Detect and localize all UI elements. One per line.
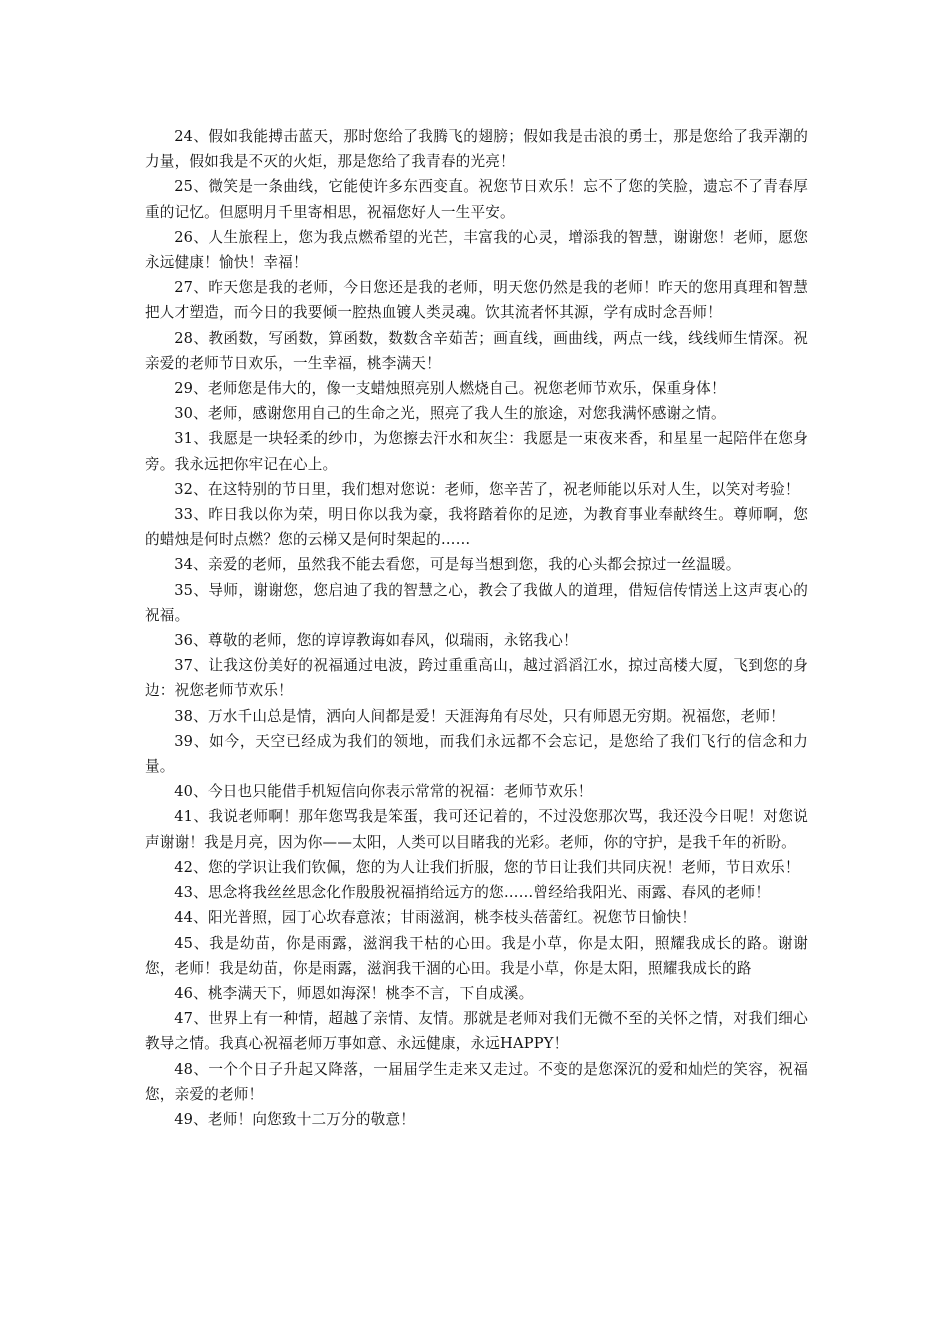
paragraph-38: 38、万水千山总是情，洒向人间都是爱！天涯海角有尽处，只有师恩无穷期。祝福您，老师！	[174, 707, 785, 725]
paragraph-49: 49、老师！向您致十二万分的敬意！	[174, 1110, 416, 1128]
paragraph-34: 34、亲爱的老师，虽然我不能去看您，可是每当想到您，我的心头都会掠过一丝温暖。	[174, 556, 741, 574]
paragraph-41: 41、我说老师啊！那年您骂我是笨蛋，我可还记着的，不过没您那次骂，我还没今日呢！对您说声谢谢！我是月亮，因为你——太阳，人类可以目睹我的光彩。老师，你的守护，是我千年的祈盼。	[145, 808, 808, 851]
paragraph-48: 48、一个个日子升起又降落，一届届学生走来又走过。不变的是您深沉的爱和灿烂的笑容，祝福您，亲爱的老师！	[145, 1060, 808, 1103]
paragraph-37: 37、让我这份美好的祝福通过电波，跨过重重高山，越过滔滔江水，掠过高楼大厦，飞到您的身边：祝您老师节欢乐！	[145, 657, 808, 700]
paragraph-32: 32、在这特别的节日里，我们想对您说：老师，您辛苦了，祝老师能以乐对人生，以笑对考验！	[174, 480, 800, 498]
paragraph-31: 31、我愿是一块轻柔的纱巾，为您擦去汗水和灰尘：我愿是一束夜来香，和星星一起陪伴在您身旁。我永远把你牢记在心上。	[145, 430, 808, 473]
paragraph-26: 26、人生旅程上，您为我点燃希望的光芒，丰富我的心灵，增添我的智慧，谢谢您！老师，愿您永远健康！愉快！幸福！	[145, 228, 808, 272]
paragraph-29: 29、老师您是伟大的，像一支蜡烛照亮别人燃烧自己。祝您老师节欢乐，保重身体！	[174, 380, 726, 398]
paragraph-47: 47、世界上有一种情，超越了亲情、友情。那就是老师对我们无微不至的关怀之情，对我们细心教导之情。我真心祝福老师万事如意、永远健康，永远HAPPY！	[145, 1010, 808, 1053]
paragraph-42: 42、您的学识让我们钦佩，您的为人让我们折服，您的节日让我们共同庆祝！老师，节日欢乐！	[174, 858, 800, 876]
paragraph-28: 28、教函数，写函数，算函数，数数含辛茹苦；画直线，画曲线，两点一线，线线师生情深。祝亲爱的老师节日欢乐，一生幸福，桃李满天！	[145, 329, 808, 372]
paragraph-39: 39、如今，天空已经成为我们的领地，而我们永远都不会忘记，是您给了我们飞行的信念和力量。	[145, 732, 808, 776]
paragraph-30: 30、老师，感谢您用自己的生命之光，照亮了我人生的旅途，对您我满怀感谢之情。	[174, 405, 726, 423]
paragraph-36: 36、尊敬的老师，您的谆谆教诲如春风，似瑞雨，永铭我心！	[174, 632, 578, 650]
paragraph-33: 33、昨日我以你为荣，明日你以我为豪，我将踏着你的足迹，为教育事业奉献终生。尊师啊，您的蜡烛是何时点燃？您的云梯又是何时架起的……	[145, 506, 808, 549]
paragraph-46: 46、桃李满天下，师恩如海深！桃李不言，下自成溪。	[174, 984, 534, 1002]
paragraph-44: 44、阳光普照，园丁心坎春意浓；甘雨滋润，桃李枝头蓓蕾红。祝您节日愉快！	[174, 909, 697, 927]
paragraph-27: 27、昨天您是我的老师，今日您还是我的老师，明天您仍然是我的老师！昨天的您用真理和智慧把人才塑造，而今日的我要倾一腔热血镀人类灵魂。饮其流者怀其源，学有成时念吾师！	[145, 279, 808, 322]
document-body	[145, 124, 808, 1132]
paragraph-45: 45、我是幼苗，你是雨露，滋润我干枯的心田。我是小草，你是太阳，照耀我成长的路。谢谢您，老师！我是幼苗，你是雨露，滋润我干涸的心田。我是小草，你是太阳，照耀我成长的路	[145, 934, 808, 977]
paragraph-43: 43、思念将我丝丝思念化作殷殷祝福捎给远方的您……曾经给我阳光、雨露、春风的老师！	[174, 884, 771, 902]
paragraph-25: 25、微笑是一条曲线，它能使许多东西变直。祝您节日欢乐！忘不了您的笑脸，遗忘不了青春厚重的记忆。但愿明月千里寄相思，祝福您好人一生平安。	[145, 178, 808, 221]
paragraph-35: 35、导师，谢谢您，您启迪了我的智慧之心，教会了我做人的道理，借短信传情送上这声衷心的祝福。	[145, 581, 808, 624]
paragraph-40: 40、今日也只能借手机短信向你表示常常的祝福：老师节欢乐！	[174, 783, 593, 801]
paragraph-24: 24、假如我能搏击蓝天，那时您给了我腾飞的翅膀；假如我是击浪的勇士，那是您给了我弄潮的力量，假如我是不灭的火炬，那是您给了我青春的光亮！	[145, 128, 808, 171]
